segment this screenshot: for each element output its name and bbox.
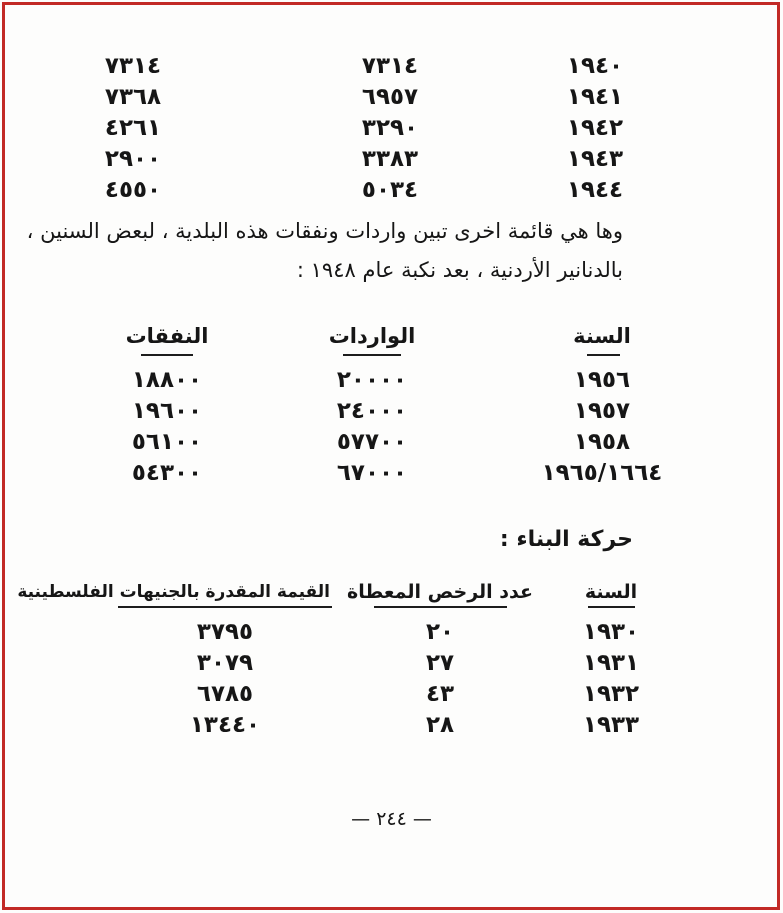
year-cell: ١٩٣١ <box>582 650 640 676</box>
intro-paragraph <box>26 212 623 290</box>
table-row <box>0 83 783 114</box>
page-number: — ٢٤٤ — <box>351 808 432 830</box>
header-underline <box>343 354 401 356</box>
year-header: السنة <box>584 581 638 603</box>
permits-cell: ٤٣ <box>425 681 455 707</box>
header-underline <box>588 606 635 608</box>
table-row <box>0 397 783 428</box>
revenue-cell: ٣٢٩٠ <box>361 115 419 141</box>
table-row <box>0 459 783 490</box>
year-cell: ١٩٤٤ <box>566 177 624 203</box>
table-row <box>0 428 783 459</box>
building-permits-table <box>0 618 783 742</box>
year-cell: ١٩٥٨ <box>573 429 631 455</box>
value-cell: ٣٠٧٩ <box>196 650 254 676</box>
table-row <box>0 52 783 83</box>
year-cell: ١٩٣٠ <box>582 619 640 645</box>
year-cell: ١٩٤٣ <box>566 146 624 172</box>
value-header: القيمة المقدرة بالجنيهات الفلسطينية <box>17 582 330 602</box>
table-row <box>0 680 783 711</box>
year-cell: ١٩٣٢ <box>582 681 640 707</box>
table-row <box>0 114 783 145</box>
finances-table-1940s <box>0 52 783 207</box>
table-row <box>0 176 783 207</box>
year-cell: ١٩٦٥/١٦٦٤ <box>541 460 663 486</box>
revenue-cell: ٢٤٠٠٠ <box>336 398 408 424</box>
building-activity-heading: حركة البناء : <box>499 527 633 552</box>
expense-cell: ١٨٨٠٠ <box>131 367 203 393</box>
expense-cell: ٥٤٣٠٠ <box>131 460 203 486</box>
year-cell: ١٩٤١ <box>566 84 624 110</box>
permits-cell: ٢٠ <box>425 619 455 645</box>
expense-cell: ١٩٦٠٠ <box>131 398 203 424</box>
revenue-cell: ٢٠٠٠٠ <box>336 367 408 393</box>
paragraph-line: بالدنانير الأردنية ، بعد نكبة عام ١٩٤٨ : <box>296 258 623 282</box>
table-row <box>0 366 783 397</box>
value-cell: ٦٧٨٥ <box>196 681 254 707</box>
expense-cell: ٥٦١٠٠ <box>131 429 203 455</box>
header-underline <box>141 354 193 356</box>
revenue-cell: ٦٩٥٧ <box>361 84 419 110</box>
permits-cell: ٢٨ <box>425 712 455 738</box>
table-row <box>0 649 783 680</box>
expense-cell: ٧٣١٤ <box>104 53 162 79</box>
table-row <box>0 711 783 742</box>
expenses-header: النفقات <box>125 324 209 348</box>
revenue-cell: ٧٣١٤ <box>361 53 419 79</box>
year-cell: ١٩٥٧ <box>573 398 631 424</box>
permits-cell: ٢٧ <box>425 650 455 676</box>
table-row <box>0 618 783 649</box>
value-cell: ٣٧٩٥ <box>196 619 254 645</box>
header-underline <box>587 354 620 356</box>
year-cell: ١٩٤٠ <box>566 53 624 79</box>
expense-cell: ٤٢٦١ <box>104 115 162 141</box>
finances-table-header-row <box>0 322 783 356</box>
finances-table-post-1948 <box>0 366 783 490</box>
table-row <box>0 145 783 176</box>
revenue-cell: ٥٧٧٠٠ <box>336 429 408 455</box>
revenue-cell: ٣٣٨٣ <box>361 146 419 172</box>
permits-header: عدد الرخص المعطاة <box>347 581 533 603</box>
expense-cell: ٤٥٥٠ <box>104 177 162 203</box>
permits-table-header-row <box>0 578 783 608</box>
year-cell: ١٩٤٢ <box>566 115 624 141</box>
expense-cell: ٧٣٦٨ <box>104 84 162 110</box>
revenue-cell: ٥٠٣٤ <box>361 177 419 203</box>
header-underline <box>374 606 507 608</box>
revenues-header: الواردات <box>328 324 416 348</box>
year-cell: ١٩٣٣ <box>582 712 640 738</box>
year-cell: ١٩٥٦ <box>573 367 631 393</box>
paragraph-line: وها هي قائمة اخرى تبين واردات ونفقات هذه البلدية ، لبعض السنين ، <box>26 219 623 243</box>
year-header: السنة <box>573 324 631 348</box>
revenue-cell: ٦٧٠٠٠ <box>336 460 408 486</box>
value-cell: ١٣٤٤٠ <box>189 712 261 738</box>
expense-cell: ٢٩٠٠ <box>104 146 162 172</box>
header-underline <box>118 606 332 608</box>
